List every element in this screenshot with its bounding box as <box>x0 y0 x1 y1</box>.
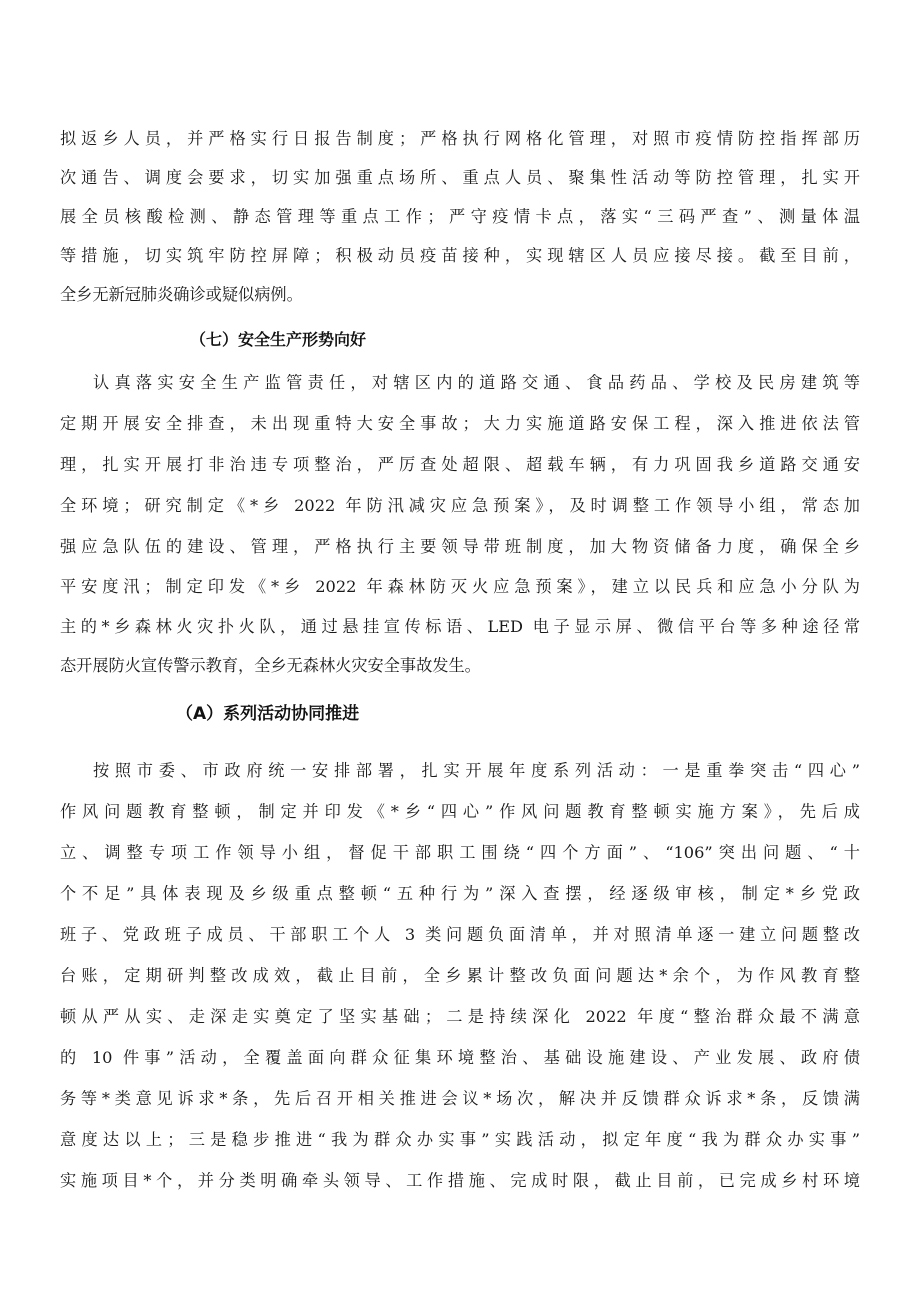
text-line: 等措施，切实筑牢防控屏障；积极动员疫苗接种，实现辖区人员应接尽接。截至目前， <box>60 246 860 265</box>
text-line: 定期开展安全排查，未出现重特大安全事故；大力实施道路安保工程，深入推进依法管 <box>60 414 860 433</box>
text-line: 理，扎实开展打非治违专项整治，严厉查处超限、超载车辆，有力巩固我乡道路交通安 <box>60 455 860 474</box>
text-line: 务等*类意见诉求*条，先后召开相关推进会议*场次，解决并反馈群众诉求*条，反馈满 <box>60 1089 860 1108</box>
text-line: 全环境；研究制定《*乡 2022 年防汛减灾应急预案》，及时调整工作领导小组，常态加 <box>60 496 860 515</box>
text-line: 平安度汛；制定印发《*乡 2022 年森林防灭火应急预案》，建立以民兵和应急小分队为 <box>60 577 860 596</box>
text-line: 顿从严从实、走深走实奠定了坚实基础；二是持续深化 2022 年度“整治群众最不满意 <box>60 1007 860 1026</box>
text-line-last: 全乡无新冠肺炎确诊或疑似病例。 <box>60 285 303 304</box>
text-line: 强应急队伍的建设、管理，严格执行主要领导带班制度，加大物资储备力度，确保全乡 <box>60 537 860 556</box>
text-line: 次通告、调度会要求，切实加强重点场所、重点人员、聚集性活动等防控管理，扎实开 <box>60 168 860 187</box>
section-heading-7: （七）安全生产形势向好 <box>190 330 367 349</box>
text-line: 实施项目*个，并分类明确牵头领导、工作措施、完成时限，截止目前，已完成乡村环境 <box>60 1171 860 1190</box>
text-line: 意度达以上；三是稳步推进“我为群众办实事”实践活动，拟定年度“我为群众办实事” <box>60 1130 860 1149</box>
text-line-first: 按照市委、市政府统一安排部署，扎实开展年度系列活动：一是重拳突击“四心” <box>93 761 860 780</box>
text-line: 作风问题教育整顿，制定并印发《*乡“四心”作风问题教育整顿实施方案》，先后成 <box>60 802 860 821</box>
text-line: 个不足”具体表现及乡级重点整顿“五种行为”深入查摆，经逐级审核，制定*乡党政 <box>60 884 860 903</box>
text-line-last: 态开展防火宣传警示教育，全乡无森林火灾安全事故发生。 <box>60 656 481 675</box>
text-line: 立、调整专项工作领导小组，督促干部职工围绕“四个方面”、“106”突出问题、“十 <box>60 843 860 862</box>
text-line-first: 认真落实安全生产监管责任，对辖区内的道路交通、食品药品、学校及民房建筑等 <box>93 373 860 392</box>
text-line: 台账，定期研判整改成效，截止目前，全乡累计整改负面问题达*余个，为作风教育整 <box>60 966 860 985</box>
text-line: 的 10 件事”活动，全覆盖面向群众征集环境整治、基础设施建设、产业发展、政府债 <box>60 1048 860 1067</box>
text-line: 拟返乡人员，并严格实行日报告制度；严格执行网格化管理，对照市疫情防控指挥部历 <box>60 129 860 148</box>
text-line: 展全员核酸检测、静态管理等重点工作；严守疫情卡点，落实“三码严查”、测量体温 <box>60 207 860 226</box>
text-line: 主的*乡森林火灾扑火队，通过悬挂宣传标语、LED 电子显示屏、微信平台等多种途径常 <box>60 617 860 636</box>
text-line: 班子、党政班子成员、干部职工个人 3 类问题负面清单，并对照清单逐一建立问题整改 <box>60 925 860 944</box>
section-heading-8: （A）系列活动协同推进 <box>176 704 360 724</box>
